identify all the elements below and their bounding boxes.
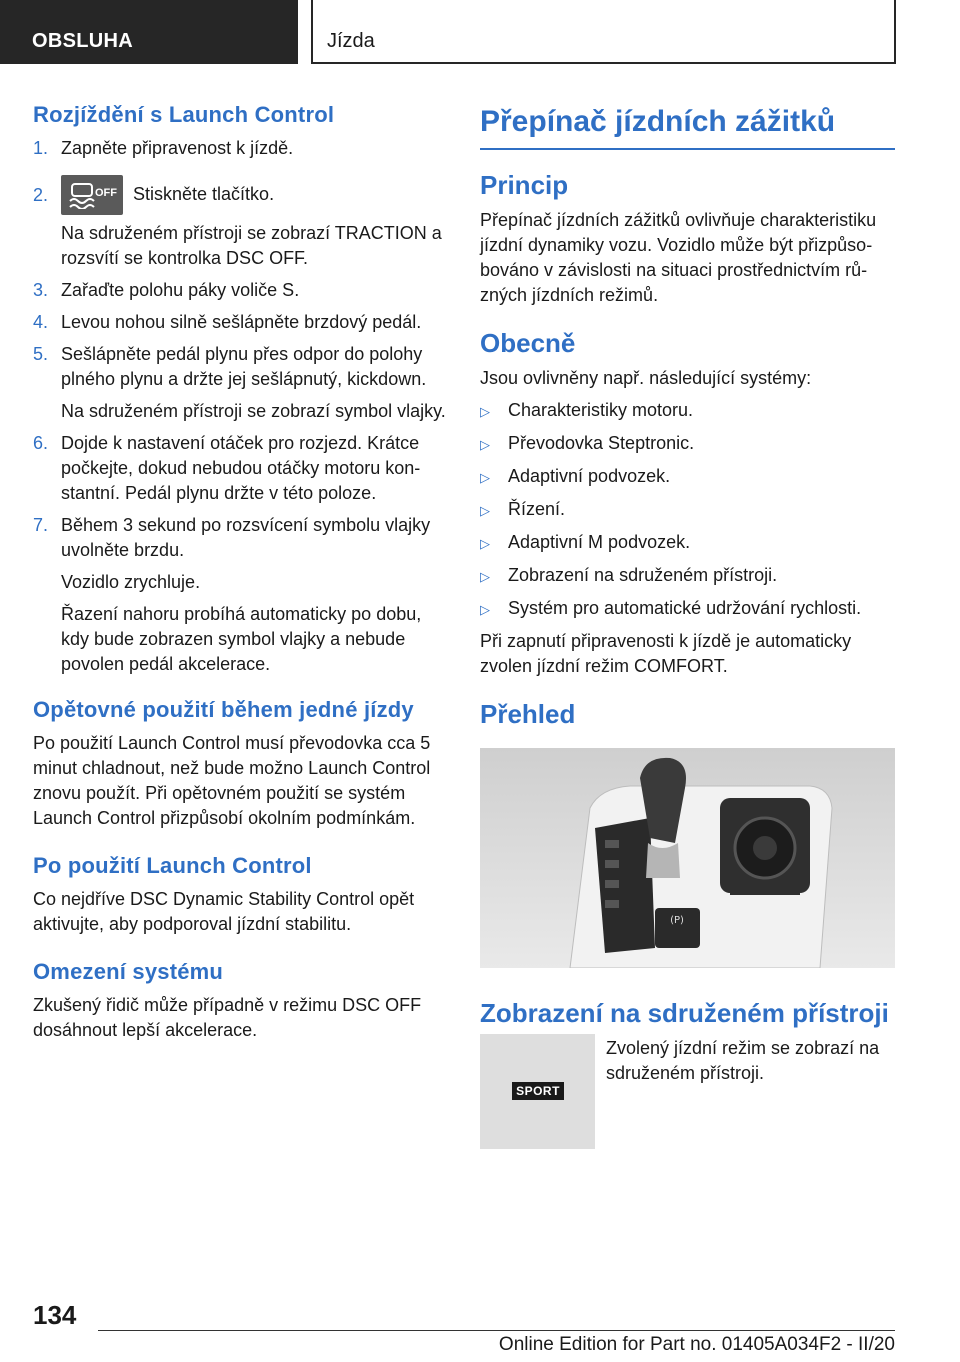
cluster-display-image: [480, 1034, 595, 1149]
step-number: 2.: [33, 184, 49, 205]
list-item: [480, 398, 895, 424]
principle-heading: Princip: [480, 170, 569, 200]
page-title: Přepínač jízdních zážitků: [480, 100, 895, 150]
display-text: Zvolený jízdní režim se zobrazí na sdruženém přístroji.: [606, 1038, 880, 1083]
step-note: Řazení nahoru probíhá automaticky po dobu, kdy bude zobrazen symbol vlajky a nebude povolen pedál akcelerace.: [61, 604, 422, 674]
step-number: 6.: [33, 433, 49, 453]
list-item: [480, 596, 895, 622]
general-intro: Jsou ovlivněny např. následující systémy:: [480, 368, 812, 388]
page-number: 134: [33, 1300, 77, 1330]
list-item: [480, 497, 895, 523]
step-4: [33, 310, 448, 335]
svg-text:(P): (P): [670, 915, 684, 926]
list-item: [480, 530, 895, 556]
section-label: OBSLUHA: [32, 30, 133, 52]
display-section: [480, 996, 900, 1030]
after-use-heading: Po použití Launch Control: [33, 853, 312, 878]
section-tab: [0, 0, 298, 64]
sport-mode-badge: SPORT: [512, 1082, 564, 1100]
list-item: [480, 563, 895, 589]
list-item-text: Systém pro automatické udržování rychlosti.: [508, 598, 862, 618]
list-item: [480, 464, 895, 490]
principle-text: Přepínač jízdních zážitků ovlivňuje charakteristiku jízdní dynamiky vozu. Vozidlo může být přizpůsobováno v závislosti na situaci prostřednictvím různých jízdních režimů.: [480, 210, 877, 305]
repeat-use-heading: Opětovné použití během jedné jízdy: [33, 697, 414, 722]
step-text: Zapněte připravenost k jízdě.: [61, 138, 294, 158]
center-console-image: [480, 748, 895, 968]
step-1: [33, 136, 448, 161]
overview-heading: Přehled: [480, 699, 576, 729]
step-text: Levou nohou silně sešlápněte brzdový pedál.: [61, 312, 422, 332]
step-text: Stiskněte tlačítko.: [133, 183, 275, 204]
list-item-text: Charakteristiky motoru.: [508, 400, 694, 420]
step-number: 7.: [33, 515, 49, 535]
step-6: [33, 431, 448, 506]
off-label: OFF: [95, 187, 117, 199]
dsc-off-icon: [61, 175, 123, 215]
right-column: [480, 100, 895, 737]
system-limits-heading: Omezení systému: [33, 959, 224, 984]
footer-divider: [98, 1330, 895, 1331]
launch-control-heading: Rozjíždění s Launch Control: [33, 102, 335, 127]
triangle-bullet-icon: ▷: [480, 569, 490, 584]
list-item-text: Zobrazení na sdruženém přístroji.: [508, 565, 778, 585]
triangle-bullet-icon: ▷: [480, 602, 490, 617]
step-note: Na sdruženém přístroji se zobrazí symbol vlajky.: [61, 401, 446, 421]
edition-text: Online Edition for Part no. 01405A034F2 - II/20: [498, 1334, 895, 1355]
gear-selector-illustration: [480, 748, 895, 968]
step-number: 5.: [33, 344, 49, 364]
step-5: [33, 342, 448, 392]
list-item-text: Řízení.: [508, 499, 566, 519]
list-item-text: Adaptivní M podvozek.: [508, 532, 691, 552]
step-text: Sešlápněte pedál plynu přes odpor do polohy plného plynu a držte jej sešlápnutý, kickdown.: [61, 344, 427, 389]
chapter-tab: [311, 0, 896, 64]
chapter-label: Jízda: [327, 30, 375, 52]
general-outro: Při zapnutí připravenosti k jízdě je automaticky zvolen jízdní režim COMFORT.: [480, 631, 852, 676]
traction-car-icon: [67, 181, 97, 209]
step-text: Dojde k nastavení otáček pro rozjezd. Krátce počkejte, dokud nebudou otáčky motoru konstantní. Pedál plynu držte v této poloze.: [61, 433, 421, 503]
step-note: Vozidlo zrychluje.: [61, 572, 201, 592]
step-number: 3.: [33, 280, 49, 300]
list-item-text: Adaptivní podvozek.: [508, 466, 671, 486]
triangle-bullet-icon: ▷: [480, 404, 490, 419]
step-7: [33, 513, 448, 563]
display-heading: Zobrazení na sdruženém přístroji: [480, 998, 889, 1028]
general-heading: Obecně: [480, 328, 576, 358]
step-note: Na sdruženém přístroji se zobrazí TRACTION a rozsvítí se kontrolka DSC OFF.: [61, 223, 442, 268]
left-column: [33, 100, 448, 1043]
list-item-text: Převodovka Steptronic.: [508, 433, 695, 453]
triangle-bullet-icon: ▷: [480, 503, 490, 518]
triangle-bullet-icon: ▷: [480, 470, 490, 485]
step-2: [33, 175, 448, 215]
repeat-use-text: Po použití Launch Control musí převodovka cca 5 minut chladnout, než bude možno Launch Control znovu použít. Při opětovném použití se systém Launch Control přizpůsobí okolním podmínkám.: [33, 733, 431, 828]
triangle-bullet-icon: ▷: [480, 437, 490, 452]
step-number: 1.: [33, 138, 49, 158]
step-text: Během 3 sekund po rozsvícení symbolu vlajky uvolněte brzdu.: [61, 515, 431, 560]
triangle-bullet-icon: ▷: [480, 536, 490, 551]
step-number: 4.: [33, 312, 49, 332]
after-use-text: Co nejdříve DSC Dynamic Stability Control opět aktivujte, aby podporoval jízdní stabilitu.: [33, 889, 415, 934]
list-item: [480, 431, 895, 457]
step-3: [33, 278, 448, 303]
system-limits-text: Zkušený řidič může případně v režimu DSC OFF dosáhnout lepší akcelerace.: [33, 995, 422, 1040]
step-text: Zařaďte polohu páky voliče S.: [61, 280, 300, 300]
